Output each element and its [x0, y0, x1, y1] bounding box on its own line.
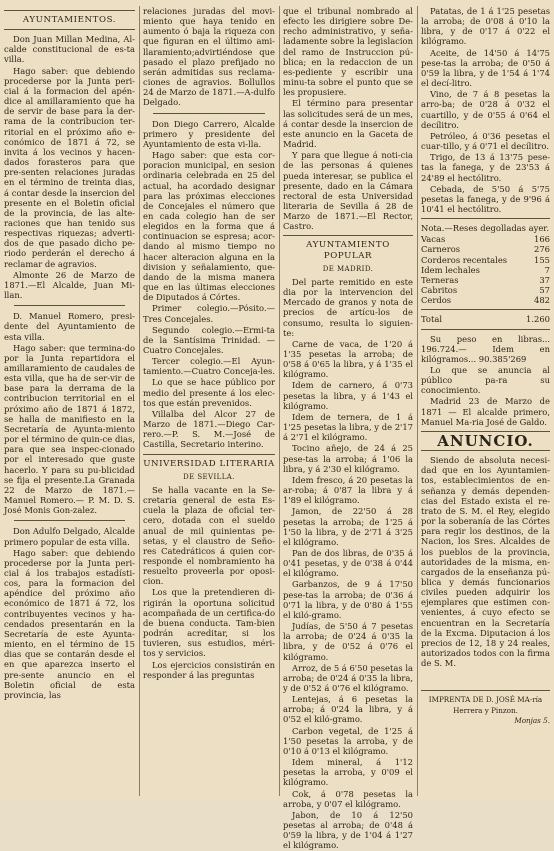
slaughter-table-title: Nota.—Reses degolladas ayer. — [421, 223, 550, 234]
price-item: Pan de dos libras, de 0'35 á 0'41 pesetas, y de 0'38 á 0'44 el kilógramo. — [283, 547, 413, 579]
announcement-heading: ANUNCIO. — [437, 431, 534, 450]
separator — [153, 113, 265, 114]
price-item: Vino, de 7 á 8 pesetas la arro-ba; de 0'28 á 0'32 el cuartillo, y de 0'55 á 0'64 el decílitro. — [421, 89, 550, 130]
separator — [14, 520, 125, 521]
imprint-address: Monjas 5. — [514, 715, 550, 725]
column-3 — [283, 6, 413, 851]
notice-body: Hago saber: que termina-do por la Junta repartidora el amillaramiento de caudales de esta villa, que ha de ser-vir de base para la derrama de la contribucion territorial en el próximo año de 1871 á 1872, se halla de manifiesto en la Secretaría de Ayunta-miento por el término de quin-ce dias, para que sea inspec-cionado por el interesado que guste hacerlo. Y para su pu-blicidad se fija el presente.La Granada 22 de Marzo de 1871.—Manuel Romero.— P. M. D. S. José Monis Gon-zalez. — [4, 342, 135, 516]
total-label: Total — [421, 314, 443, 325]
notice-body: Hago saber: que debiendo procederse por la Junta peri-cial á la formacion del apén-dice al amillaramiento que ha de servir de base para la der-rama de la contribucion ter-ritorial en el próximo año e-conómico de 1871 á 72, se invita á los vecinos y hacen-dados forasteros para que pre-senten relaciones juradas en el término de treinta dias, á contar desde la insercion del presente en el Boletin oficial de la provincia, de las alte-raciones que han tenido sus respectivas riquezas; adverti-dos de que pasado dicho pe-riodo perderán el derecho á reclamar de agravios. — [4, 65, 135, 269]
slaughter-label: Carneros — [421, 244, 461, 255]
notice-body: Hago saber: que esta cor-poracion municipal, en sesion ordinaria celebrada en 25 del actual, ha acordado designar para las próximas elecciones de Concejales el número que en cada colegio han de ser elegidos en la forma que á continuacion se espresa; acor-dando al mismo tiempo no hacer alteracion alguna en la division y señalamiento, que-dando de la misma manera que en las últimas elecciones de Diputados á Córtes. — [143, 150, 275, 303]
rule — [421, 218, 550, 219]
column-2 — [143, 6, 275, 796]
notice-body: Hago saber: que debiendo procederse por la Junta peri-cial á los trabajos estadísti-cos, para la formacion del apéndice del próximo año económico de 1871 á 72, los contribuyentes vecinos y ha-cendados presentarán en la Secretaría de este Ayunta-miento, en el término de 15 dias que se contarán desde el en que aparezca inserto el pre-sente anuncio en el Boletin oficial de esta provincia, las — [4, 547, 135, 700]
notice-item: Primer colegio.—Pósito.— Tres Concejales. — [143, 303, 275, 324]
price-item: Arroz, de 5 á 6'50 pesetas la arroba; de 0'24 á 0'35 la libra, y de 0'52 á 0'76 el kilógramo. — [283, 662, 413, 693]
price-item: Tocino añejo, de 24 á 25 pese-tas la arroba; á 1'06 la libra, y á 2'30 el kilógramo. — [283, 443, 413, 474]
price-intro: Del parte remitido en este dia por la intervencion del Mercado de granos y nota de precios de artícu-los de consumo, resulta lo siguien-te: — [283, 276, 413, 338]
price-item: Idem de carnero, á 0'73 pesetas la libra, y á 1'43 el kilógramo. — [283, 380, 413, 411]
notice-header: Don Juan Millan Medina, Al-calde constitucional de es-ta villa. — [4, 34, 135, 65]
slaughter-value: 7 — [544, 264, 550, 275]
slaughter-value: 276 — [534, 244, 550, 255]
slaughter-row — [421, 244, 550, 254]
notice-body: relaciones juradas del movi-miento que haya tenido en aumento ó baja la riqueza con que figuran en el último ami-llaramiento;advirtiéndose que pasado el plazo prefijado no serán admitidas sus reclama-ciones de agravios. Bollullos 24 de Marzo de 1871.—A-dulfo Delgado. — [143, 6, 275, 108]
price-item: Idem fresco, á 20 pesetas la ar-roba; á 0'87 la libra y á 1'89 el kilógramo. — [283, 474, 413, 506]
rule — [283, 235, 413, 236]
imprint: IMPRENTA DE D. JOSÉ MA-ría Herrera y Pinzon. — [428, 695, 543, 715]
notice-body: Los ejercicios consistirán en responder á las preguntas — [143, 659, 275, 680]
slaughter-row — [421, 234, 550, 244]
slaughter-label: Corderos recentales — [421, 254, 508, 265]
section-subheading: DE MADRID. — [322, 264, 374, 273]
notice-signature: Almonte 26 de Marzo de 1871.—El Alcalde, Juan Mi-llan. — [4, 269, 135, 301]
slaughter-total — [421, 314, 550, 324]
section-heading: AYUNTAMIENTOS. — [22, 15, 117, 25]
notice-body: Lo que se hace público por medio del presente á los elec-tos que están prevenidos. — [143, 377, 275, 408]
price-item: Carbon vegetal, de 1'25 á 1'50 pesetas la arroba, y de 0'10 á 0'13 el kilógramo. — [283, 725, 413, 756]
column-rule — [417, 6, 418, 796]
notice-signature: Villalba del Alcor 27 de Marzo de 1871.—Diego Car-rero.—P. S. M.—José de Castilla, Secretario interino. — [143, 408, 275, 450]
notice-item: Tercer colegio.—El Ayun-tamiento.—Cuatro Conceja-les. — [143, 356, 276, 377]
price-item: Cebada, de 5'50 á 5'75 pesetas la fanega, y de 9'96 á 10'41 el hectólitro. — [421, 183, 550, 214]
notice-body: El término para presentar las solicitudes será de un mes, á contar desde la insercion de este anuncio en la Gaceta de Madrid. — [283, 98, 413, 150]
notice-body: Los que la pretendieren di-rigirán la oportuna solicitud acompañada de un certifica-do de buena conducta. Tam-bien podrán acreditar, si los tuvieren, sus estudios, méri-tos y servicios. — [143, 587, 275, 659]
section-subheading: DE SEVILLA. — [183, 472, 235, 481]
price-item: Jamon, de 22'50 á 28 pesetas la arroba; de 1'25 á 1'50 la libra, y de 2'71 á 3'25 el kilógramo. — [283, 506, 413, 547]
slaughter-value: 166 — [534, 234, 550, 245]
rule — [4, 29, 135, 30]
column-1 — [4, 6, 135, 796]
total-value: 1.260 — [526, 314, 550, 325]
price-item: Trigo, de 13 á 13'75 pese-tas la fanega, y de 23'53 á 24'89 el hectólitro. — [421, 152, 550, 183]
column-4 — [421, 6, 550, 796]
notice-body: que el tribunal nombrado al efecto les dirigiere sobre De-recho administrativo, y seña-ladamente sobre la legislacion del ramo de Instruccion pú-blica; en la redaccion de un es-pediente y escribir una minu-ta sobre el punto que se les propusiere. — [283, 6, 413, 98]
price-item: Idem de ternera, de 1 á 1'25 pesetas la libra, y de 2'17 á 2'71 el kilógramo. — [283, 411, 413, 443]
slaughter-value: 155 — [534, 254, 550, 265]
slaughter-label: Idem lechales — [421, 264, 480, 275]
price-item: Idem mineral, á 1'12 pesetas la arroba, y 0'09 el kilógramo. — [283, 757, 413, 788]
price-item: Cok, á 0'78 pesetas la arroba, y 0'07 el kilógramo. — [283, 788, 413, 809]
notice-body: Se halla vacante en la Se-cretaría general de esta Es-cuela la plaza de oficial ter-cero, dotada con el sueldo anual de mil quinientas pe-setas, y el claustro de Seño-res Catedráticos á quien cor-responde el nombramiento ha resuelto proveerla por oposi-cion. — [143, 484, 275, 587]
slaughter-table — [421, 234, 550, 305]
price-item: Carne de vaca, de 1'20 á 1'35 pesetas la arroba; de 0'58 á 0'65 la libra, y á 1'35 el kilógramo. — [283, 338, 413, 380]
slaughter-row — [421, 265, 550, 275]
price-item: Jabon, de 10 á 12'50 pesetas al arroba; de 0'48 á 0'59 la libra, y de 1'04 á 1'27 el kilógramo. — [283, 809, 413, 851]
slaughter-row — [421, 255, 550, 265]
section-heading: AYUNTAMIENTO POPULAR — [306, 240, 390, 261]
price-item: Judías, de 5'50 á 7 pesetas la arroba; de 0'24 á 0'35 la libra, y de 0'52 á 0'76 el kilógramo. — [283, 621, 413, 662]
notice-signature: Y para que llegue á noti-cia de las personas á quienes pueda interesar, se publica el presente, dado en la Cámara rectoral de esta Universidad literaria de Sevilla á 28 de Marzo de 1871.—El Rector, Castro. — [283, 150, 413, 232]
price-item: Patatas, de 1 á 1'25 pesetas la arroba; de 0'08 á 0'10 la libra, y de 0'17 á 0'22 el kilógramo. — [421, 6, 550, 47]
price-item: Garbanzos, de 9 á 17'50 pese-tas la arroba; de 0'36 á 0'71 la libra, y de 0'80 á 1'55 el kiló-gramo. — [283, 579, 413, 620]
price-item: Aceite, de 14'50 á 14'75 pese-tas la arroba; de 0'50 á 0'59 la libra, y de 1'54 á 1'74 el decí-litro. — [421, 47, 550, 89]
notice-signature: Madrid 23 de Marzo de 1871 — El alcalde primero, Manuel Ma-ria José de Galdo. — [421, 396, 550, 427]
slaughter-label: Cabritos — [421, 285, 458, 296]
slaughter-value: 482 — [534, 295, 550, 306]
price-item: Lentejas, á 6 pesetas la arroba; á 0'24 la libra, y á 0'52 el kiló-gramo. — [283, 694, 413, 725]
rule — [421, 450, 550, 451]
price-item: Su peso en libras... 196.724.— Idem en kilógramos... 90.385'269 — [421, 333, 550, 364]
notice-body: Lo que se anuncia al público pa-ra su conocimiento. — [421, 365, 550, 396]
slaughter-value: 57 — [539, 285, 550, 296]
rule — [421, 309, 550, 310]
notice-header: Don Diego Carrero, Alcalde primero y presidente del Ayuntamiento de esta vi-lla. — [143, 118, 275, 149]
separator — [14, 305, 125, 306]
slaughter-value: 37 — [539, 274, 550, 285]
slaughter-label: Terneras — [421, 274, 459, 285]
slaughter-row — [421, 285, 550, 295]
slaughter-row — [421, 295, 550, 305]
slaughter-row — [421, 275, 550, 285]
column-rule — [279, 6, 280, 796]
notice-item: Segundo colegio.—Ermi-ta de la Santísima Trinidad. —Cuatro Concejales. — [143, 324, 275, 355]
notice-header: Don Adulfo Delgado, Alcalde primero popular de esta villa. — [4, 526, 135, 547]
notice-header: D. Manuel Romero, presi-dente del Ayuntamiento de esta villa. — [4, 311, 135, 342]
column-rule — [139, 6, 140, 796]
slaughter-label: Cerdos — [421, 295, 452, 306]
rule — [421, 690, 550, 691]
slaughter-label: Vacas — [421, 234, 446, 245]
rule — [4, 10, 135, 11]
rule — [421, 329, 550, 330]
price-item: Petróleo, á 0'36 pesetas el cuar-tillo, y á 0'71 el decílitro. — [421, 130, 550, 152]
announcement-body: Siendo de absoluta necesi-dad que en los Ayuntamien-tos, establecimientos de en-señanza y demás dependen-cias del Estado exista el re-trato de S. M. el Rey, elegido por la soberanía de las Córtes para regir los destinos, de la Nacion, los Sres. Alcaldes de los pueblos de la provincia, autoridades de la misma, en-cargados de la enseñanza pú-blica y demás funcionarios civiles pueden adquirir los ejemplares que estimen con-venientes, á cuyo efecto se encuentran en la Secretaría de la Excma. Diputacion á los precios de 12, 18 y 24 reales, autorizados todos con la firma de S. M. — [421, 455, 550, 669]
rule — [143, 454, 275, 455]
section-heading: UNIVERSIDAD LITERARIA — [143, 458, 275, 469]
